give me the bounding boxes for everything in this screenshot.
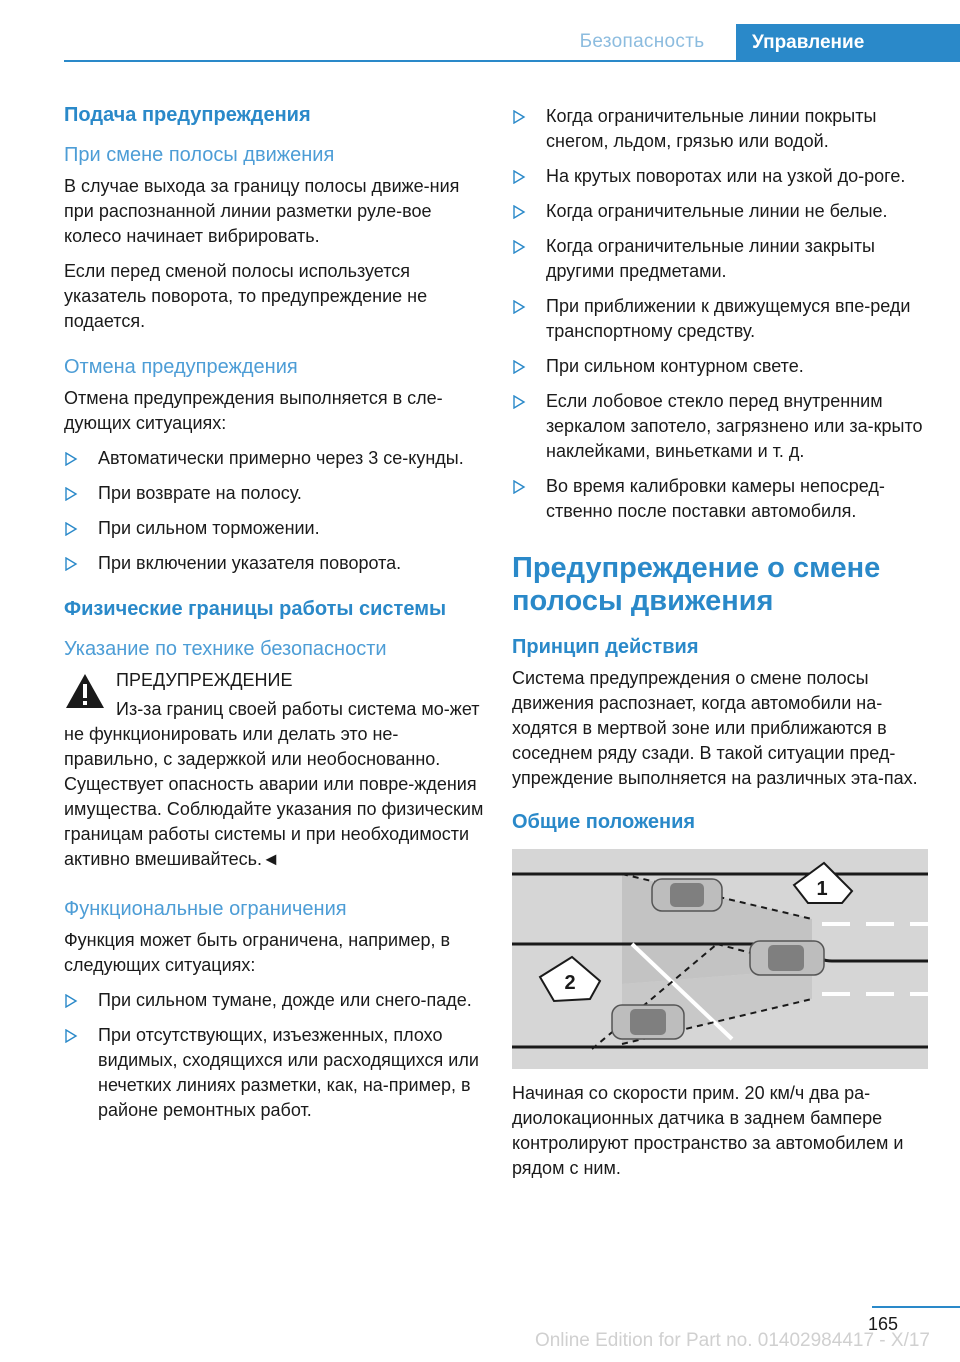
func-limits-list <box>64 988 484 1123</box>
warning-text: Из-за границ своей работы система мо-жет не функционировать или делать это не-правильно, с задержкой или необоснованно. Существует опасность аварии или повре-ждения имущества. Соблюдайте указания по физическим границам работы системы и при необходимости активно вмешивайтесь.◄ <box>64 699 484 869</box>
triangle-bullet-icon <box>64 994 78 1008</box>
list-item-text: При сильном торможении. <box>98 518 320 538</box>
list-item-text: При сильном контурном свете. <box>546 356 804 376</box>
triangle-bullet-icon <box>64 1029 78 1043</box>
list-item-text: Когда ограничительные линии закрыты другими предметами. <box>546 236 875 281</box>
triangle-bullet-icon <box>64 452 78 466</box>
cancel-list <box>64 446 484 576</box>
tab-safety[interactable]: Безопасность <box>579 31 705 52</box>
lane-change-figure <box>512 849 928 1069</box>
heading-safety-note: Указание по технике безопасности <box>64 638 387 660</box>
list-item-text: На крутых поворотах или на узкой до-роге. <box>546 166 906 186</box>
paragraph-func-limits: Функция может быть ограничена, например, в следующих ситуациях: <box>64 930 451 975</box>
tab-control[interactable]: Управление <box>736 24 960 62</box>
footer-edition: Online Edition for Part no. 01402984417 - X/17 <box>534 1330 930 1351</box>
paragraph-general: Начиная со скорости прим. 20 км/ч два ра-диолокационных датчика в заднем бампере контролируют пространство за автомобилем и рядом с ним. <box>512 1083 904 1178</box>
triangle-bullet-icon <box>512 240 526 254</box>
warning-text-block <box>64 697 484 872</box>
heading-general: Общие положения <box>512 811 696 833</box>
car-rear-icon <box>612 1005 684 1039</box>
func-limits-list-continued <box>512 104 932 524</box>
car-middle-icon <box>750 941 824 975</box>
right-column <box>512 96 932 1191</box>
list-item-text: При включении указателя поворота. <box>98 553 402 573</box>
triangle-bullet-icon <box>64 557 78 571</box>
paragraph-principle: Система предупреждения о смене полосы движения распознает, когда автомобили на-ходятся в мертвой зоне или приближаются в соседнем ряду сзади. В такой ситуации пред-упреждение выполняется на различных эта-пах. <box>512 668 918 788</box>
triangle-bullet-icon <box>512 110 526 124</box>
warning-title: ПРЕДУПРЕЖДЕНИЕ <box>116 670 293 690</box>
header-rule <box>64 60 960 62</box>
list-item <box>512 104 932 154</box>
triangle-bullet-icon <box>512 205 526 219</box>
heading-lane-change-warning: Предупреждение о смене полосы движения <box>512 552 881 617</box>
warning-triangle-icon <box>64 672 106 710</box>
list-item-text: Когда ограничительные линии не белые. <box>546 201 888 221</box>
list-item-text: При отсутствующих, изъезженных, плохо видимых, сходящихся или расходящихся или нечетких линиях разметки, как, на-пример, в районе ремонтных работ. <box>98 1025 479 1120</box>
list-item <box>64 1023 484 1123</box>
list-item <box>512 199 932 224</box>
list-item <box>512 474 932 524</box>
triangle-bullet-icon <box>64 487 78 501</box>
list-item <box>64 551 484 576</box>
triangle-bullet-icon <box>64 522 78 536</box>
paragraph-cancel: Отмена предупреждения выполняется в сле-дующих ситуациях: <box>64 388 443 433</box>
list-item <box>512 354 932 379</box>
list-item <box>512 294 932 344</box>
list-item <box>64 446 484 471</box>
heading-principle: Принцип действия <box>512 636 699 658</box>
list-item <box>64 988 484 1013</box>
triangle-bullet-icon <box>512 480 526 494</box>
sign-1-label: 1 <box>816 878 828 900</box>
heading-lane-change: При смене полосы движения <box>64 144 335 166</box>
list-item-text: Во время калибровки камеры непосред-ственно после поставки автомобиля. <box>546 476 885 521</box>
triangle-bullet-icon <box>512 360 526 374</box>
heading-cancel: Отмена предупреждения <box>64 356 298 378</box>
list-item-text: Автоматически примерно через 3 се-кунды. <box>98 448 464 468</box>
warning-box <box>64 668 484 872</box>
list-item-text: При возврате на полосу. <box>98 483 302 503</box>
list-item-text: При приближении к движущемуся впе-реди транспортному средству. <box>546 296 911 341</box>
list-item-text: Когда ограничительные линии покрыты снегом, льдом, грязью или водой. <box>546 106 877 151</box>
triangle-bullet-icon <box>512 395 526 409</box>
triangle-bullet-icon <box>512 300 526 314</box>
list-item <box>512 234 932 284</box>
page-number: 165 <box>867 1314 898 1334</box>
footer-rule <box>872 1306 960 1308</box>
left-column <box>64 96 484 1137</box>
lane-change-illustration <box>512 849 928 1069</box>
list-item-text: Если лобовое стекло перед внутренним зеркалом запотело, загрязнено или за-крыто наклейками, виньетками и т. д. <box>546 391 923 461</box>
paragraph-lane-change-1: В случае выхода за границу полосы движе-ния при распознанной линии разметки руле-вое колесо начинает вибрировать. <box>64 176 460 246</box>
list-item <box>64 481 484 506</box>
list-item-text: При сильном тумане, дожде или снего-паде. <box>98 990 472 1010</box>
sign-2-label: 2 <box>564 972 576 994</box>
paragraph-lane-change-2: Если перед сменой полосы используется указатель поворота, то предупреждение не подается. <box>64 261 428 331</box>
list-item <box>512 164 932 189</box>
car-front-icon <box>652 879 722 911</box>
heading-limits: Физические границы работы системы <box>64 598 447 620</box>
list-item <box>64 516 484 541</box>
heading-func-limits: Функциональные ограничения <box>64 898 347 920</box>
heading-warning-delivery: Подача предупреждения <box>64 104 311 126</box>
list-item <box>512 389 932 464</box>
triangle-bullet-icon <box>512 170 526 184</box>
